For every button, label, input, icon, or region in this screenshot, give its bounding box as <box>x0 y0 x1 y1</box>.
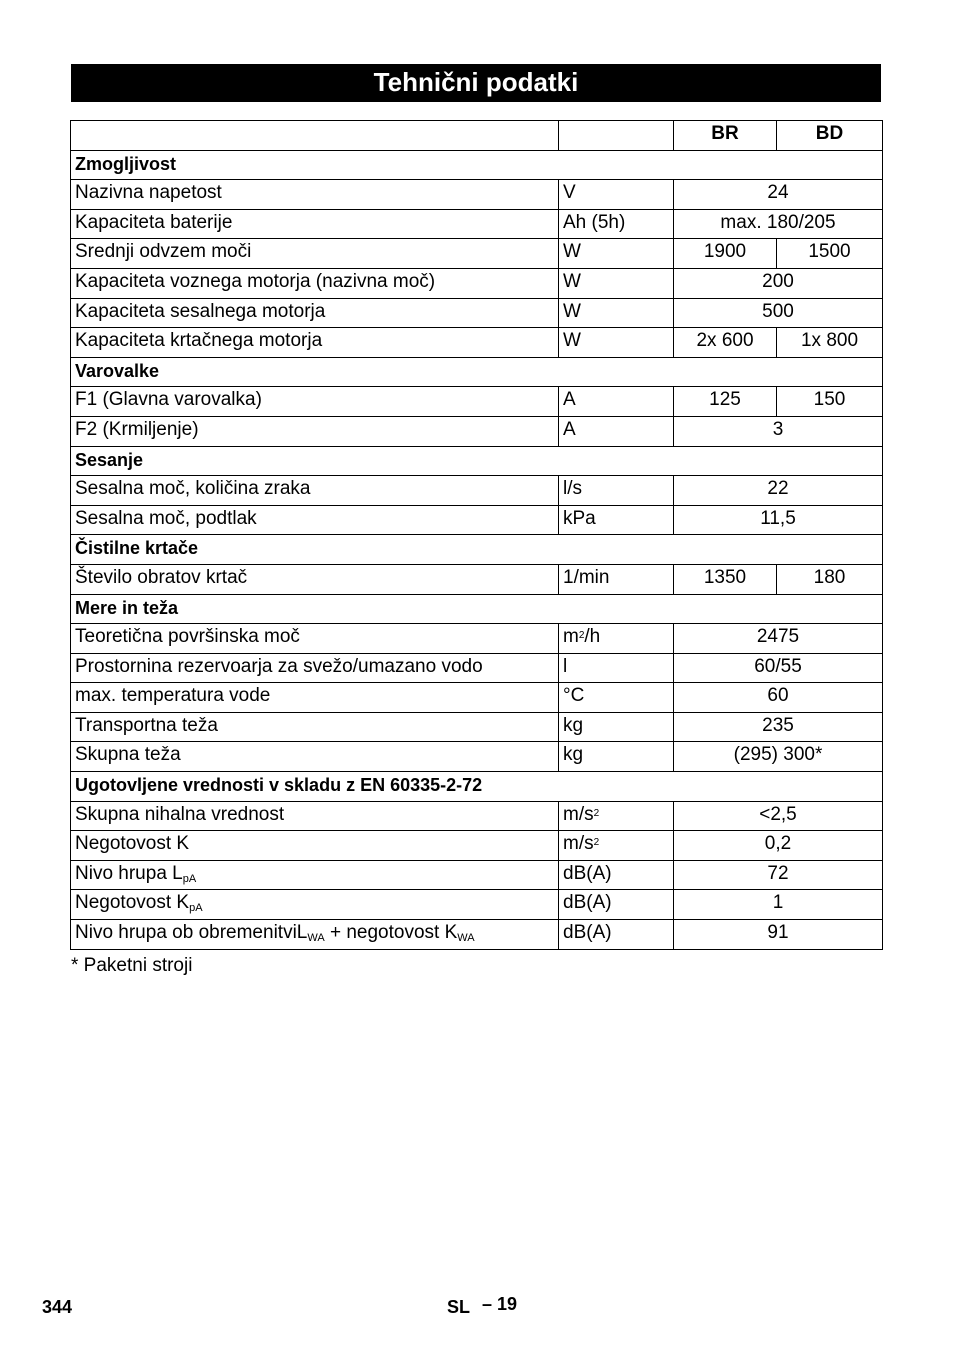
row-unit: dB(A) <box>559 920 674 950</box>
row-value: 3 <box>674 416 883 446</box>
row-unit <box>559 624 674 654</box>
row-unit: l <box>559 653 674 683</box>
table-row <box>71 890 883 920</box>
row-label-cell <box>71 920 559 950</box>
table-row <box>71 387 883 417</box>
table-row <box>71 683 883 713</box>
table-row <box>71 831 883 861</box>
row-value-bd: 1500 <box>777 239 883 269</box>
row-value: 0,2 <box>674 831 883 861</box>
section-row <box>71 357 883 387</box>
row-unit: kPa <box>559 505 674 535</box>
row-label-cell <box>71 860 559 890</box>
section-heading: Zmogljivost <box>71 150 883 180</box>
row-value: 60/55 <box>674 653 883 683</box>
section-row <box>71 150 883 180</box>
row-unit: °C <box>559 683 674 713</box>
row-unit: kg <box>559 712 674 742</box>
row-unit: l/s <box>559 476 674 506</box>
footnote: * Paketni stroji <box>71 955 193 976</box>
row-unit: Ah (5h) <box>559 209 674 239</box>
row-label: Skupna teža <box>71 742 559 772</box>
row-value: (295) 300* <box>674 742 883 772</box>
label-subscript-a: WA <box>307 932 325 945</box>
table-row <box>71 180 883 210</box>
row-label: Sesalna moč, podtlak <box>71 505 559 535</box>
row-label: Negotovost K <box>75 892 190 914</box>
table-row <box>71 653 883 683</box>
section-row <box>71 772 883 802</box>
table-row <box>71 505 883 535</box>
row-value-br: 1900 <box>674 239 777 269</box>
table-row <box>71 298 883 328</box>
table-header-row <box>71 121 883 151</box>
section-heading: Sesanje <box>71 446 883 476</box>
row-value: 22 <box>674 476 883 506</box>
row-label: Srednji odvzem moči <box>71 239 559 269</box>
row-unit: W <box>559 328 674 358</box>
table-row <box>71 742 883 772</box>
row-label: F2 (Krmiljenje) <box>71 416 559 446</box>
row-label: Skupna nihalna vrednost <box>71 801 559 831</box>
table-row <box>71 416 883 446</box>
row-value: 11,5 <box>674 505 883 535</box>
section-heading: Čistilne krtače <box>71 535 883 565</box>
section-heading: Ugotovljene vrednosti v skladu z EN 60335-2-72 <box>71 772 883 802</box>
label-subscript-b: WA <box>457 932 475 945</box>
section-row <box>71 446 883 476</box>
unit-superscript: 2 <box>593 837 600 849</box>
row-label-part-a: Nivo hrupa ob obremenitviL <box>75 922 308 944</box>
row-label: Negotovost K <box>71 831 559 861</box>
row-label: Teoretična površinska moč <box>71 624 559 654</box>
section-heading: Varovalke <box>71 357 883 387</box>
row-value: 72 <box>674 860 883 890</box>
label-subscript: pA <box>182 872 197 885</box>
unit-main: m/s <box>563 833 594 855</box>
row-label: F1 (Glavna varovalka) <box>71 387 559 417</box>
row-unit: W <box>559 298 674 328</box>
row-label: Nazivna napetost <box>71 180 559 210</box>
row-value: 2475 <box>674 624 883 654</box>
row-value-bd: 180 <box>777 564 883 594</box>
row-value-br: 125 <box>674 387 777 417</box>
label-subscript: pA <box>189 902 203 915</box>
row-value: 91 <box>674 920 883 950</box>
table-row <box>71 801 883 831</box>
section-row <box>71 535 883 565</box>
page-title: Tehnični podatki <box>71 64 881 102</box>
header-blank-cell <box>71 121 559 151</box>
table-row <box>71 624 883 654</box>
table-row <box>71 476 883 506</box>
table-row <box>71 564 883 594</box>
row-unit: dB(A) <box>559 890 674 920</box>
row-label: max. temperatura vode <box>71 683 559 713</box>
row-unit <box>559 801 674 831</box>
row-label: Transportna teža <box>71 712 559 742</box>
section-page-number: – 19 <box>482 1294 518 1314</box>
table-row <box>71 328 883 358</box>
row-value-bd: 150 <box>777 387 883 417</box>
unit-superscript: 2 <box>578 630 585 642</box>
unit-main: m <box>563 626 579 648</box>
unit-superscript: 2 <box>593 807 600 819</box>
header-br: BR <box>674 121 777 151</box>
row-label: Nivo hrupa L <box>75 862 183 884</box>
table-row <box>71 712 883 742</box>
row-label: Kapaciteta sesalnega motorja <box>71 298 559 328</box>
row-value: 200 <box>674 268 883 298</box>
table-row <box>71 920 883 950</box>
section-heading: Mere in teža <box>71 594 883 624</box>
section-row <box>71 594 883 624</box>
row-label: Kapaciteta baterije <box>71 209 559 239</box>
row-value-br: 1350 <box>674 564 777 594</box>
technical-data-table <box>70 120 883 950</box>
row-label: Kapaciteta voznega motorja (nazivna moč) <box>71 268 559 298</box>
row-label: Sesalna moč, količina zraka <box>71 476 559 506</box>
row-value: 235 <box>674 712 883 742</box>
row-label-cell <box>71 890 559 920</box>
row-label: Prostornina rezervoarja za svežo/umazano vodo <box>71 653 559 683</box>
row-unit: W <box>559 239 674 269</box>
row-unit: dB(A) <box>559 860 674 890</box>
row-label-part-b: + negotovost K <box>324 922 458 944</box>
page-number: 344 <box>42 1297 73 1317</box>
unit-tail: /h <box>584 626 601 648</box>
row-unit: kg <box>559 742 674 772</box>
language-code: SL <box>447 1297 471 1317</box>
row-value-br: 2x 600 <box>674 328 777 358</box>
header-unit-cell <box>559 121 674 151</box>
row-value: max. 180/205 <box>674 209 883 239</box>
row-value-bd: 1x 800 <box>777 328 883 358</box>
row-unit: A <box>559 416 674 446</box>
table-row <box>71 209 883 239</box>
table-row <box>71 239 883 269</box>
row-value: 1 <box>674 890 883 920</box>
row-value: <2,5 <box>674 801 883 831</box>
row-label: Kapaciteta krtačnega motorja <box>71 328 559 358</box>
row-unit: V <box>559 180 674 210</box>
header-bd: BD <box>777 121 883 151</box>
row-label: Število obratov krtač <box>71 564 559 594</box>
table-row <box>71 860 883 890</box>
row-value: 500 <box>674 298 883 328</box>
row-unit: 1/min <box>559 564 674 594</box>
unit-main: m/s <box>563 803 594 825</box>
table-row <box>71 268 883 298</box>
row-value: 60 <box>674 683 883 713</box>
row-value: 24 <box>674 180 883 210</box>
row-unit: W <box>559 268 674 298</box>
row-unit <box>559 831 674 861</box>
row-unit: A <box>559 387 674 417</box>
